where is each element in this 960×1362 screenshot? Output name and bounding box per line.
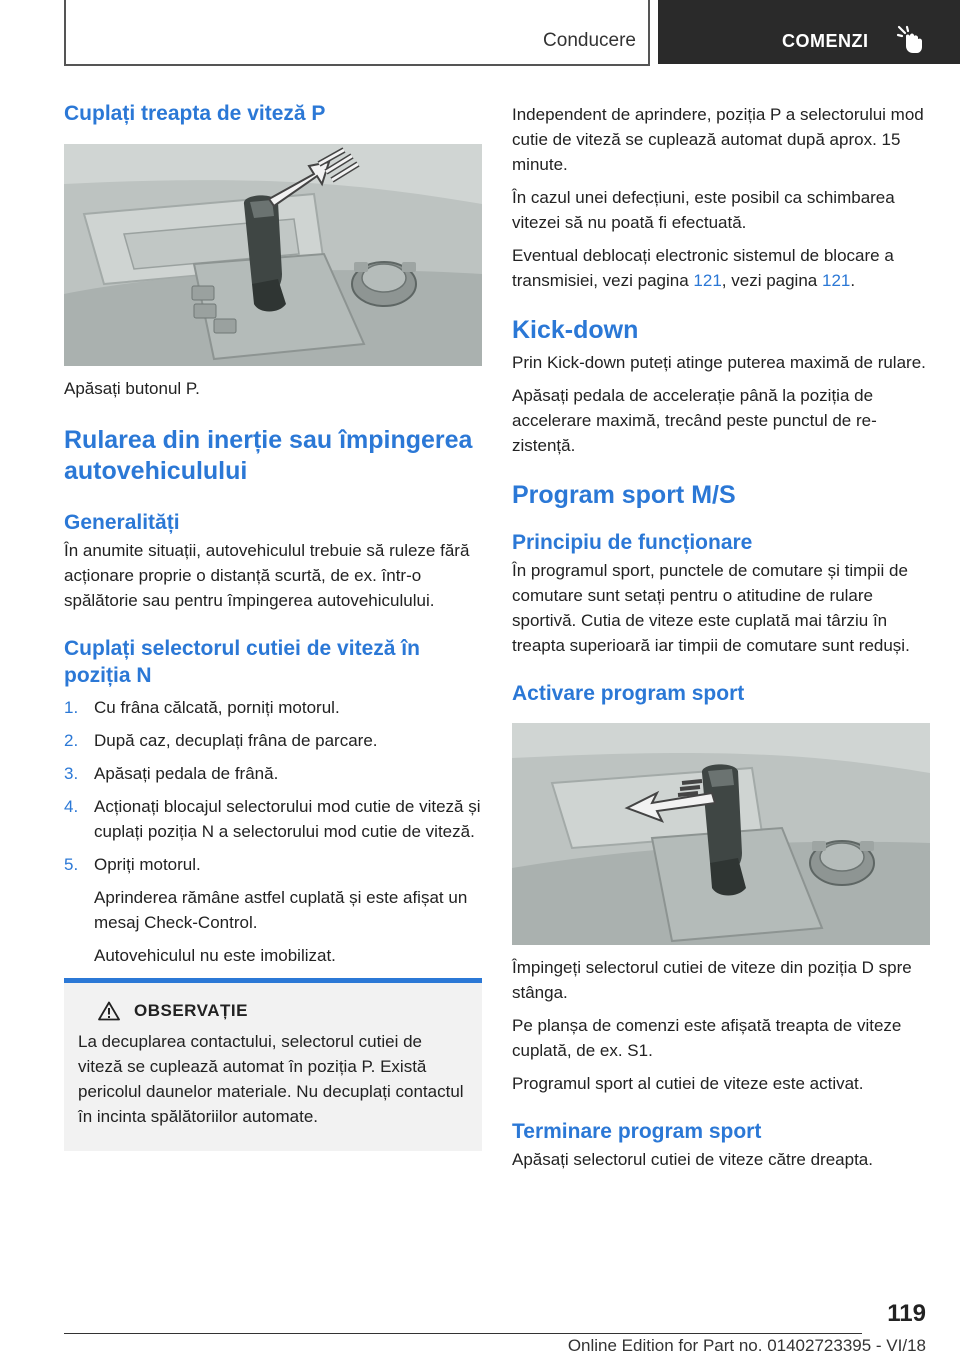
step-number: 5.	[64, 855, 79, 874]
heading-rolling: Rularea din inerție sau împingerea autovehiculului	[64, 426, 473, 485]
photo-selector-sport	[512, 723, 930, 945]
paragraph-unlock	[512, 243, 930, 293]
step-item	[64, 695, 482, 720]
page-link-121[interactable]: 121	[693, 271, 722, 290]
step-number: 4.	[64, 797, 79, 816]
heading-engage-n: Cuplați selectorul cutiei de viteză în poziția N	[64, 637, 420, 687]
footer-rule	[64, 1333, 862, 1334]
paragraph-independent: Independent de aprindere, poziția P a selectorului mod cutie de viteză se cuplează automat după aprox. 15 minute.	[512, 105, 924, 174]
step-text: Opriți motorul.	[94, 855, 201, 874]
step-item	[64, 728, 482, 753]
header-chapter-tab	[658, 0, 960, 64]
page-link-121[interactable]: 121	[821, 271, 851, 290]
step-text: Apăsați pedala de frână.	[94, 764, 279, 783]
left-column	[64, 100, 482, 1151]
step-text: Acționați blocajul selectorului mod cutie de viteză și cuplați poziția N a selectorului mod cutie de viteză.	[94, 797, 481, 841]
header-section-box	[64, 0, 650, 64]
paragraph-activate-3: Programul sport al cutiei de viteze este activat.	[512, 1074, 864, 1093]
header-section-title: Conducere	[543, 30, 636, 51]
unlock-text-end: .	[850, 271, 856, 290]
heading-general: Generalități	[64, 511, 180, 534]
footer-edition: Online Edition for Part no. 01402723395 - VI/18	[567, 1336, 926, 1355]
paragraph-general: În anumite situații, autovehiculul trebuie să ruleze fără acționare proprie o distanță scurtă, de ex. într-o spălătorie sau pentru împingerea autovehiculului.	[64, 541, 470, 610]
step-number: 1.	[64, 698, 79, 717]
step-item	[64, 761, 482, 786]
paragraph-activate-1: Împingeți selectorul cutiei de viteze din poziția D spre stânga.	[512, 958, 912, 1002]
step-text: După caz, decuplați frâna de parcare.	[94, 731, 378, 750]
page-number: 119	[887, 1300, 926, 1327]
step-item	[64, 852, 482, 968]
unlock-text-mid: , vezi pagina	[721, 271, 822, 290]
step-text: Cu frâna călcată, porniți motorul.	[94, 698, 340, 717]
hand-pointer-icon	[896, 24, 924, 54]
steps-list	[64, 695, 482, 968]
step-number: 2.	[64, 731, 79, 750]
warning-triangle-icon	[98, 1001, 120, 1021]
heading-engage-p: Cuplați treapta de viteză P	[64, 102, 326, 125]
heading-activate-sport: Activare program sport	[512, 682, 745, 705]
warning-box	[64, 978, 482, 1151]
heading-end-sport: Terminare program sport	[512, 1120, 762, 1143]
caption-press-p: Apăsați butonul P.	[64, 379, 200, 398]
unlock-text: Eventual deblocați electronic sistemul de blocare a transmisiei, vezi pagina	[512, 246, 894, 290]
step-item	[64, 794, 482, 844]
step-note: Aprinderea rămâne astfel cuplată și este afișat un mesaj Check-Control.	[94, 888, 468, 932]
paragraph-principle: În programul sport, punctele de comutare și timpii de comutare sunt setați pentru o atitudine de rulare sportivă. Cutia de viteze este cuplată mai târziu în treapta superioară iar timpii de comutare sunt reduși.	[512, 561, 910, 655]
header-divider-right	[648, 0, 650, 66]
heading-principle: Principiu de funcționare	[512, 531, 753, 554]
warning-title: OBSERVAȚIE	[134, 1001, 248, 1020]
heading-kickdown: Kick-down	[512, 316, 639, 344]
paragraph-activate-2: Pe planșa de comenzi este afișată treapta de viteze cuplată, de ex. S1.	[512, 1016, 902, 1060]
heading-sport-program: Program sport M/S	[512, 481, 736, 509]
header-divider-left	[64, 0, 66, 66]
paragraph-fault: În cazul unei defecțiuni, este posibil ca schimbarea vitezei să nu poată fi efectuată.	[512, 188, 895, 232]
photo-selector-p-button	[64, 144, 482, 366]
paragraph-kickdown-1: Prin Kick-down puteți atinge puterea maximă de rulare.	[512, 353, 926, 372]
header-underline	[64, 64, 648, 66]
warning-text: La decuplarea contactului, selectorul cutiei de viteză se cuplează automat în poziția P. Există pericolul daunelor materiale. Nu decuplați contactul în incinta spălătoriilor automate.	[78, 1032, 464, 1126]
paragraph-kickdown-2: Apăsați pedala de accelerație până la poziția de accelerare maximă, trecând peste punctul de rezistență.	[512, 386, 877, 455]
right-column	[512, 100, 930, 1172]
warning-header	[98, 1001, 468, 1021]
step-note: Autovehiculul nu este imobilizat.	[94, 946, 336, 965]
header-chapter-title: COMENZI	[782, 31, 869, 51]
step-number: 3.	[64, 764, 79, 783]
paragraph-end-sport: Apăsați selectorul cutiei de viteze către dreapta.	[512, 1150, 873, 1169]
